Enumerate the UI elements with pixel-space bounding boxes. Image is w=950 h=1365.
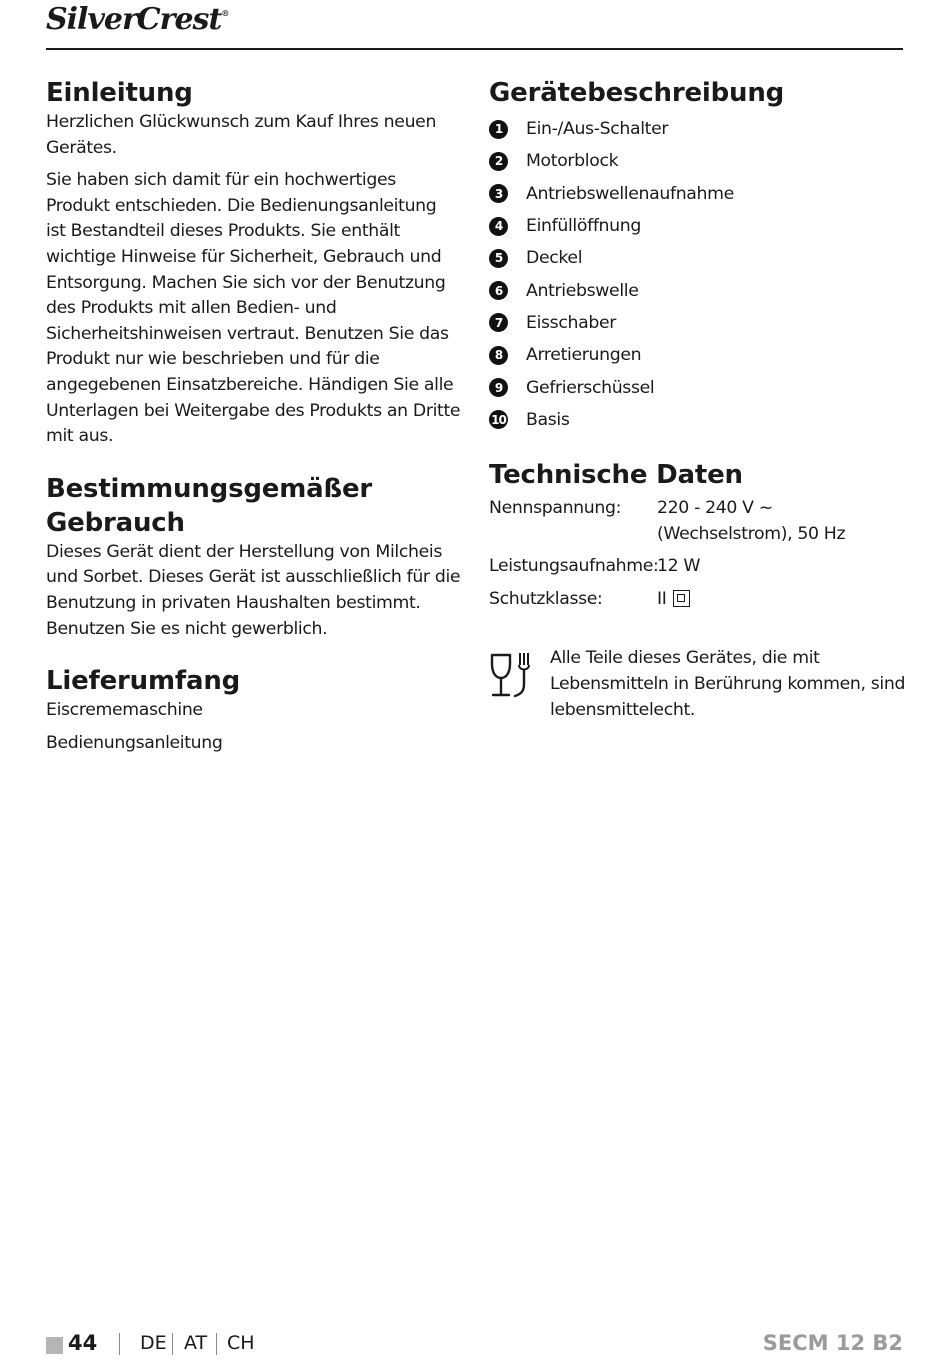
part-number-badge: 8 (489, 346, 508, 365)
spec-label: Leistungsaufnahme: (489, 556, 659, 577)
part-number-badge: 1 (489, 120, 508, 139)
part-label: Gefrierschüssel (526, 377, 655, 398)
footer-separator (119, 1333, 120, 1355)
registered-mark: ® (221, 8, 229, 18)
section-device-description (489, 76, 909, 436)
part-label: Antriebswellenaufnahme (526, 183, 734, 204)
section-scope-of-delivery (46, 664, 461, 756)
part-number-badge: 3 (489, 184, 508, 203)
heading-scope-of-delivery: Lieferumfang (46, 666, 241, 697)
part-item (489, 113, 909, 145)
footer-separator (216, 1333, 217, 1355)
food-safe-icon (489, 650, 535, 702)
part-number-badge: 9 (489, 378, 508, 397)
food-safe-note (489, 646, 909, 723)
part-label: Motorblock (526, 151, 619, 172)
page-number: 44 (68, 1331, 98, 1355)
part-label: Eisschaber (526, 312, 616, 333)
header-rule (46, 48, 903, 50)
part-number-badge: 7 (489, 313, 508, 332)
heading-intended-use-line-1: Bestimmungsgemäßer (46, 473, 372, 504)
part-item (489, 371, 909, 403)
spec-table (489, 496, 909, 612)
country-at: AT (184, 1332, 208, 1354)
country-ch: CH (227, 1332, 255, 1354)
food-safe-text: Alle Teile dieses Gerätes, die mit Lebensmitteln in Berührung kommen, sind lebensmittelecht. (550, 648, 906, 720)
heading-intended-use (46, 472, 461, 540)
part-item (489, 339, 909, 371)
intended-use-text: Dieses Gerät dient der Herstellung von Milcheis und Sorbet. Dieses Gerät ist ausschließlich für die Benutzung in privaten Haushalten bestimmt. Benutzen Sie es nicht gewerblich. (46, 541, 461, 639)
spec-row-power (489, 554, 909, 580)
part-number-badge: 2 (489, 152, 508, 171)
page-footer (46, 1330, 903, 1360)
part-label: Einfüllöffnung (526, 216, 641, 237)
section-introduction (46, 76, 461, 450)
spec-value: 12 W (657, 556, 701, 577)
brand-name: SilverCrest (46, 2, 222, 37)
model-number: SECM 12 B2 (762, 1331, 903, 1355)
part-item (489, 242, 909, 274)
footer-square-marker (46, 1337, 63, 1354)
spec-row-voltage (489, 496, 909, 547)
brand-logo (46, 2, 228, 37)
scope-item-1: Eiscrememaschine (46, 700, 203, 721)
spec-label: Nennspannung: (489, 497, 622, 518)
parts-list (489, 113, 909, 436)
part-item (489, 307, 909, 339)
footer-separator (172, 1333, 173, 1355)
protection-class-2-icon (673, 590, 690, 607)
part-label: Ein-/Aus-Schalter (526, 119, 669, 140)
heading-introduction: Einleitung (46, 78, 193, 108)
part-number-badge: 5 (489, 249, 508, 268)
part-label: Basis (526, 409, 570, 430)
heading-device-description: Gerätebeschreibung (489, 78, 785, 108)
part-item (489, 145, 909, 177)
part-item (489, 404, 909, 436)
spec-value: 220 - 240 V ~ (Wechselstrom), 50 Hz (657, 497, 846, 544)
spec-row-protection-class (489, 587, 909, 613)
intro-paragraph-2: Sie haben sich damit für ein hochwertiges Produkt entschieden. Die Bedienungsanleitung ist Bestandteil dieses Produkts. Sie enthält wichtige Hinweise für Sicherheit, Gebrauch und Entsorgung. Machen Sie sich vor der Benutzung des Produkts mit allen Bedien- und Sicherheitshinweisen vertraut. Benutzen Sie das Produkt nur wie beschrieben und für die angegebenen Einsatzbereiche. Händigen Sie alle Unterlagen bei Weitergabe des Produkts an Dritte mit aus. (46, 170, 461, 447)
part-item (489, 178, 909, 210)
country-de: DE (140, 1332, 167, 1354)
food-safe-text-block (550, 646, 909, 723)
part-label: Deckel (526, 248, 583, 269)
part-item (489, 210, 909, 242)
section-technical-data (489, 458, 909, 723)
left-column (46, 76, 461, 778)
part-item (489, 274, 909, 306)
part-label: Arretierungen (526, 345, 642, 366)
part-number-badge: 10 (489, 410, 508, 429)
part-number-badge: 6 (489, 281, 508, 300)
right-column (489, 76, 909, 745)
scope-item-2: Bedienungsanleitung (46, 732, 223, 753)
part-label: Antriebswelle (526, 280, 639, 301)
heading-intended-use-line-2: Gebrauch (46, 507, 185, 538)
intro-paragraph-1: Herzlichen Glückwunsch zum Kauf Ihres neuen Gerätes. (46, 112, 437, 158)
part-number-badge: 4 (489, 217, 508, 236)
spec-value: II (657, 588, 667, 609)
section-intended-use (46, 472, 461, 642)
spec-value-wrapper (657, 587, 909, 613)
spec-label: Schutzklasse: (489, 588, 603, 609)
heading-technical-data: Technische Daten (489, 459, 743, 490)
